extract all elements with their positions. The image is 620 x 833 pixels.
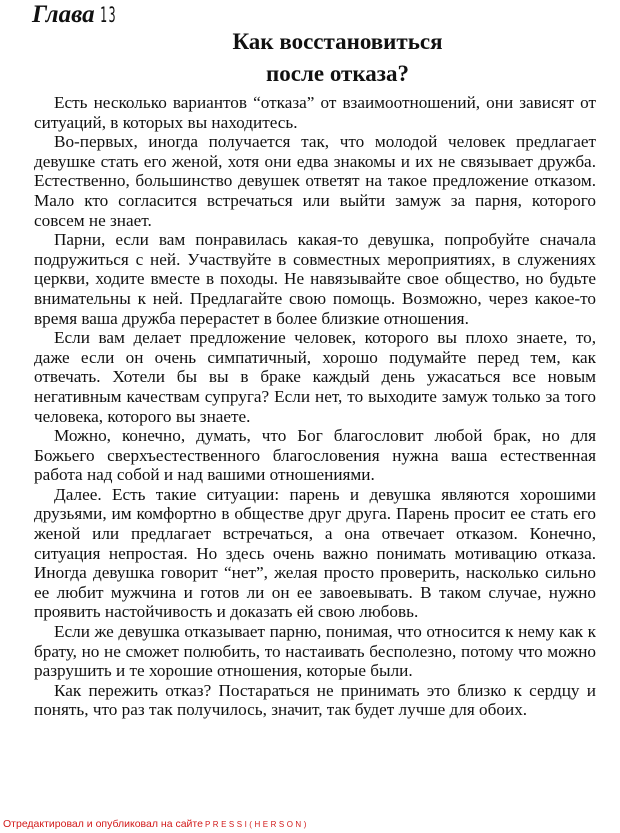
paragraph-8: Как пережить отказ? Постараться не принимать это близко к сердцу и понять, что раз так получилось, значит, так будет лучше для обоих. [34, 680, 596, 720]
paragraph-7: Если же девушка отказывает парню, понимая, что относится к нему как к брату, но не сможет полюбить, то настаивать бесполезно, потому что можно разрушить и те хорошие отношения, которые были. [34, 622, 596, 681]
article-body [34, 93, 596, 720]
chapter-heading [32, 0, 131, 30]
paragraph-2: Во-первых, иногда получается так, что молодой человек предлагает девушке стать его женой, хотя они едва знакомы и их не связывает дружба. Естественно, большинство девушек ответят на такое предложение отказом. Мало кто согласится встречаться или выйти замуж за парня, которого совсем не знает. [34, 132, 596, 230]
page-title-line-1: Как восстановиться [232, 29, 443, 54]
paragraph-1: Есть несколько вариантов “отказа” от взаимоотношений, они зависят от ситуаций, в которых вы находитесь. [34, 93, 596, 132]
chapter-number: 13 [99, 3, 117, 27]
page-title-line-2: после отказа? [266, 61, 409, 86]
paragraph-4: Если вам делает предложение человек, которого вы плохо знаете, то, даже если он очень симпатичный, хорошо подумайте перед тем, как отвечать. Хотели бы вы в браке каждый день ужасаться все новым негативным качествам супруга? Если нет, то выходите замуж только за того человека, которого вы знаете. [34, 328, 596, 426]
publisher-footer [3, 818, 309, 830]
footer-site-link[interactable]: PRESSI(HERSON) [204, 820, 309, 829]
footer-text: Отредактировал и опубликовал на сайте [3, 818, 203, 830]
paragraph-6: Далее. Есть такие ситуации: парень и девушка являются хорошими друзьями, им комфортно в обществе друг друга. Парень просит ее стать его женой или предлагает встречаться, а она отвечает отказом. Конечно, ситуация непростая. Но здесь очень важно понимать мотивацию отказа. Иногда девушка говорит “нет”, желая просто проверить, насколько сильно ее любит мужчина и готов ли он ее завоевывать. В таком случае, нужно проявить настойчивость и доказать ей свою любовь. [34, 484, 596, 622]
paragraph-3: Парни, если вам понравилась какая-то девушка, попробуйте сначала подружиться с ней. Участвуйте в совместных мероприятиях, в служениях церкви, ходите вместе в походы. Не навязывайте свое общество, но будьте внимательны к ней. Предлагайте свою помощь. Возможно, через какое-то время ваша дружба перерастет в более близкие отношения. [34, 230, 596, 328]
paragraph-5: Можно, конечно, думать, что Бог благословит любой брак, но для Божьего сверхъестественного благословения нужна ваша естественная работа над собой и над вашими отношениями. [34, 426, 596, 485]
chapter-label: Глава [32, 1, 95, 28]
